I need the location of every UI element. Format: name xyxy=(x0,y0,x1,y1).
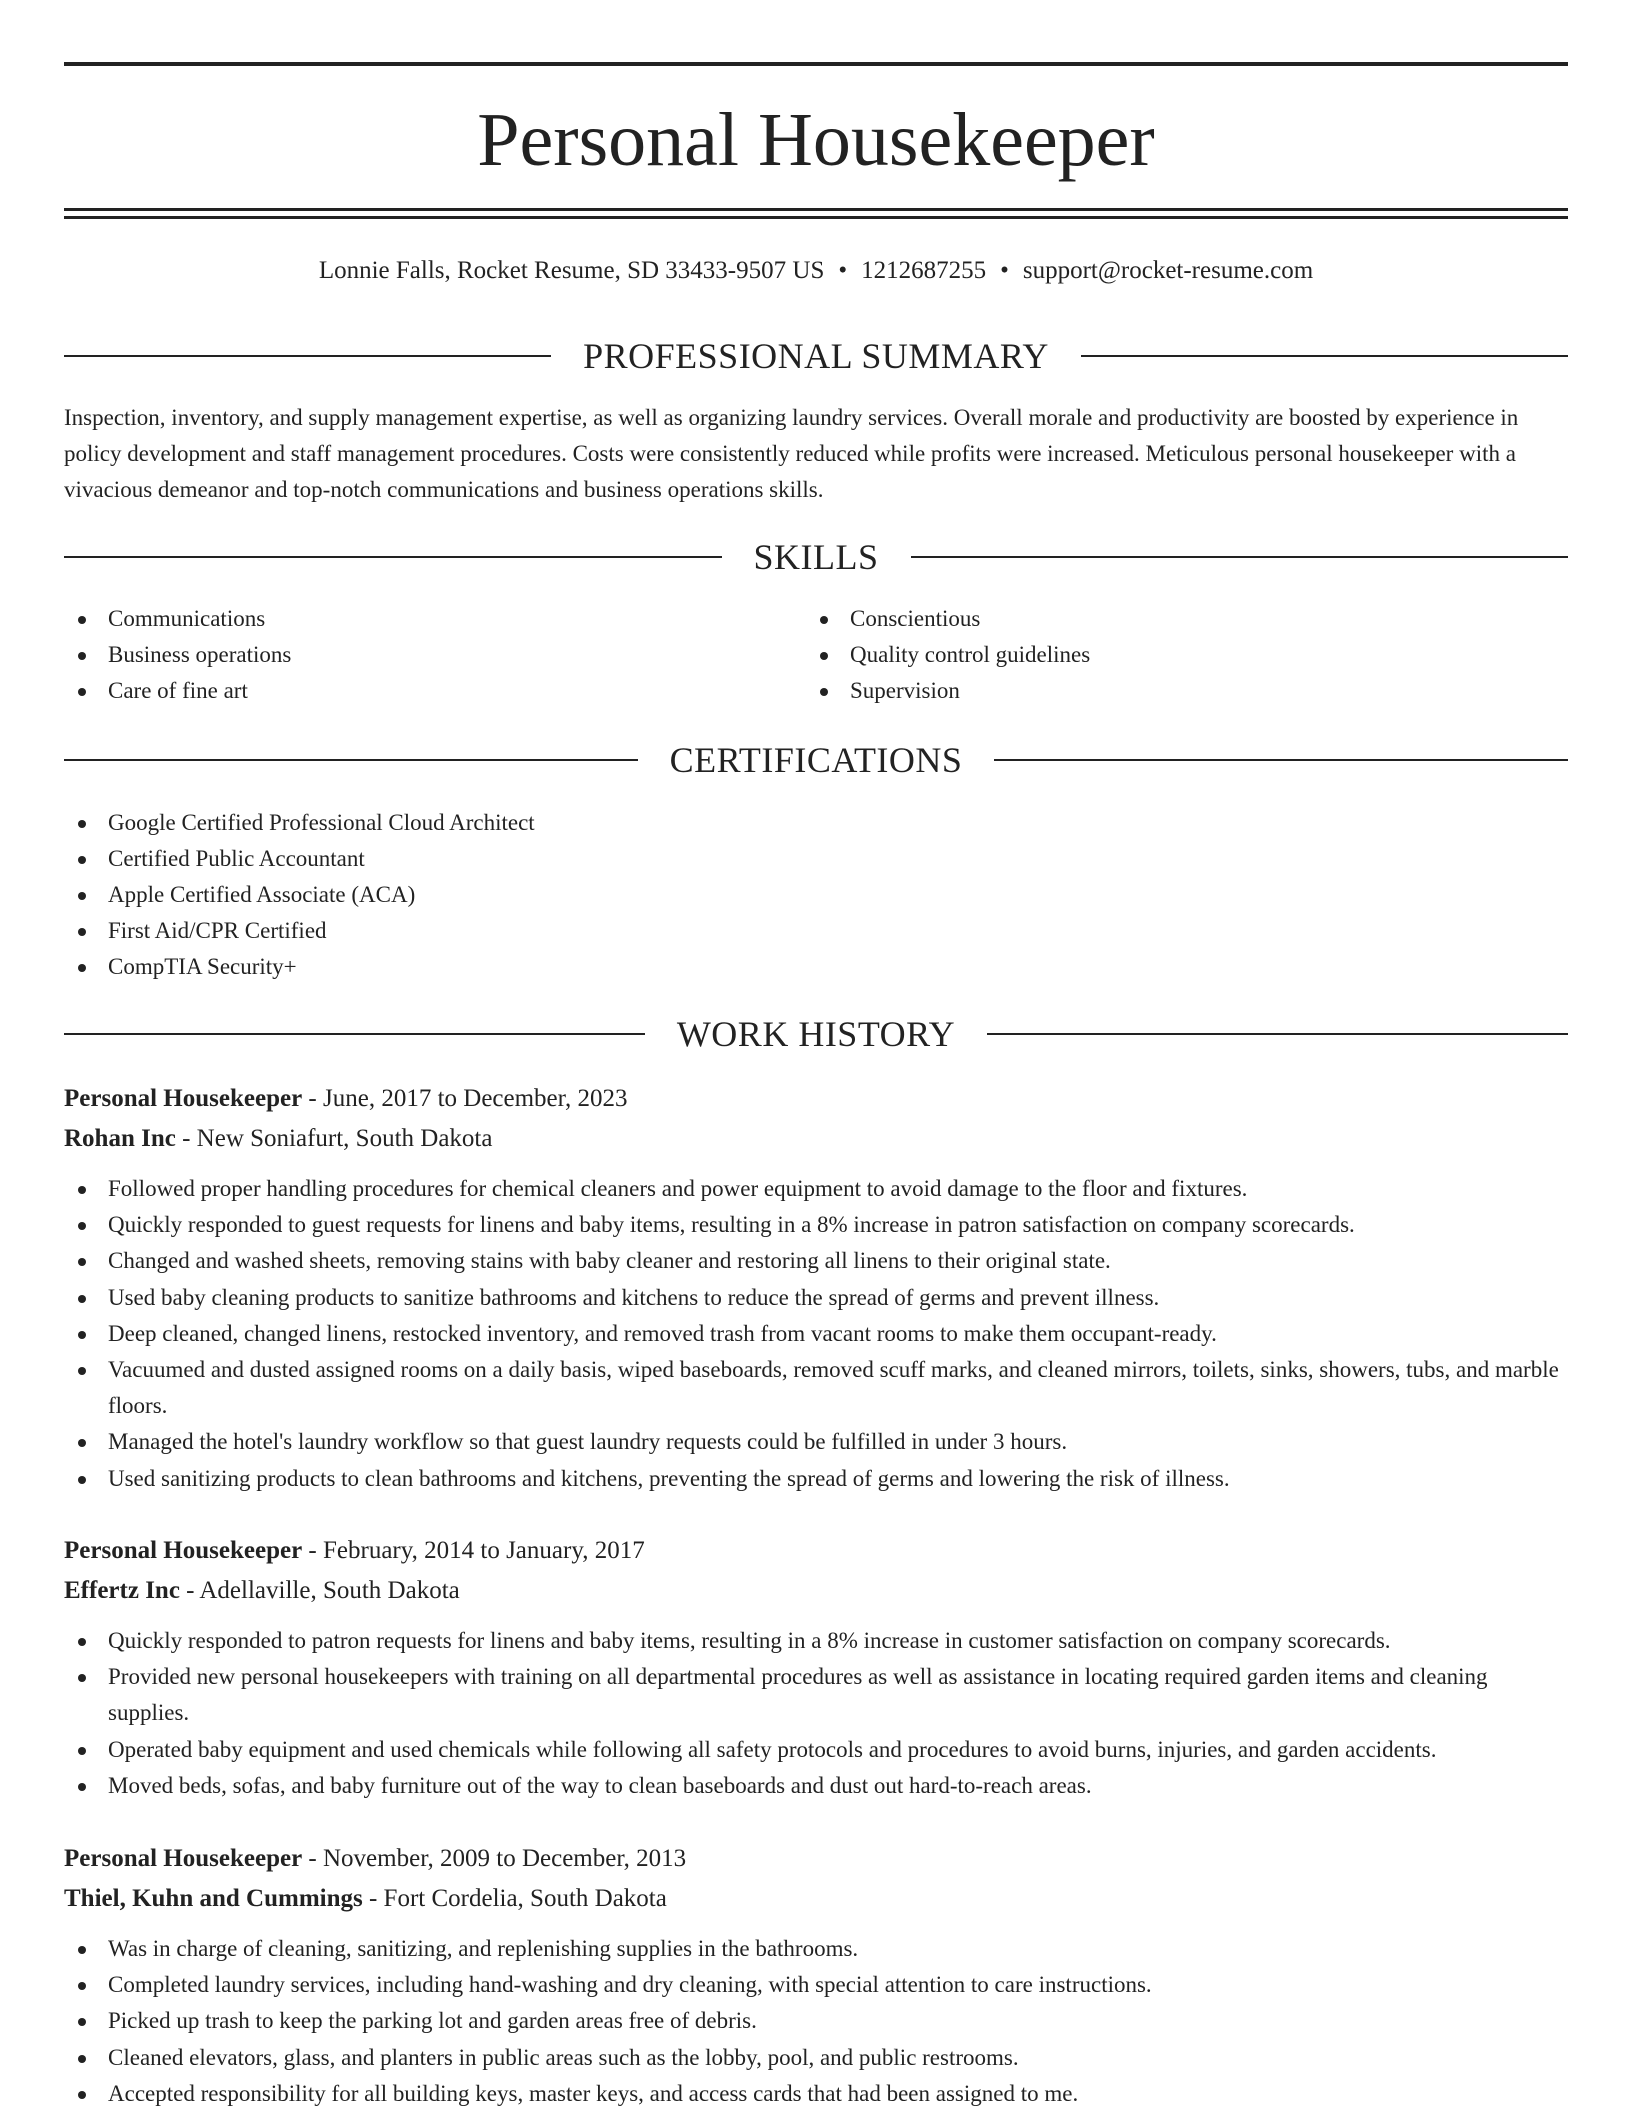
job-bullet: Provided new personal housekeepers with training on all departmental procedures as well as assistance in locating required garden items and cleaning supplies. xyxy=(64,1659,1568,1731)
bullet-icon xyxy=(78,1638,86,1646)
bullet-icon xyxy=(820,616,828,624)
job-dates: - June, 2017 to December, 2023 xyxy=(302,1085,628,1112)
job-location: - New Soniafurt, South Dakota xyxy=(175,1125,493,1152)
bullet-icon xyxy=(78,1367,86,1375)
job-bullet: Changed and washed sheets, removing stains with baby cleaner and restoring all linens to their original state. xyxy=(64,1243,1568,1279)
job-bullet: Used sanitizing products to clean bathrooms and kitchens, preventing the spread of germs and lowering the risk of illness. xyxy=(64,1461,1568,1497)
contact-line xyxy=(64,254,1568,288)
bullet-icon xyxy=(78,688,86,696)
heading-rule xyxy=(987,1033,1568,1035)
bullet-icon xyxy=(78,1258,86,1266)
job-bullets xyxy=(64,1931,1568,2112)
job-dates: - February, 2014 to January, 2017 xyxy=(302,1537,645,1564)
job-bullet: Followed proper handling procedures for chemical cleaners and power equipment to avoid damage to the floor and fixtures. xyxy=(64,1171,1568,1207)
section-heading-summary xyxy=(64,333,1568,379)
section-title: CERTIFICATIONS xyxy=(669,740,963,780)
resume-title: Personal Housekeeper xyxy=(477,98,1155,182)
certification-item: Apple Certified Associate (ACA) xyxy=(64,877,1568,913)
skills-list-left xyxy=(64,601,804,709)
certification-item: First Aid/CPR Certified xyxy=(64,913,1568,949)
bullet-icon xyxy=(78,1747,86,1755)
job-entry xyxy=(64,1839,1568,2112)
section-heading-work xyxy=(64,1011,1568,1057)
job-title-line xyxy=(64,1839,1568,1879)
job-bullet: Managed the hotel's laundry workflow so that guest laundry requests could be fulfilled in under 3 hours. xyxy=(64,1424,1568,1460)
section-title: WORK HISTORY xyxy=(676,1014,956,1054)
skill-item: Business operations xyxy=(64,637,804,673)
bullet-icon xyxy=(78,892,86,900)
job-bullet: Completed laundry services, including hand-washing and dry cleaning, with special attention to care instructions. xyxy=(64,1967,1568,2003)
job-bullet: Quickly responded to patron requests for linens and baby items, resulting in a 8% increase in customer satisfaction on company scorecards. xyxy=(64,1623,1568,1659)
bullet-icon xyxy=(78,1222,86,1230)
job-bullet: Operated baby equipment and used chemicals while following all safety protocols and procedures to avoid burns, injuries, and garden accidents. xyxy=(64,1732,1568,1768)
skills-list-right xyxy=(806,601,1546,709)
heading-rule xyxy=(64,355,551,357)
bullet-icon xyxy=(78,616,86,624)
section-heading-certifications xyxy=(64,737,1568,783)
bullet-icon xyxy=(78,1476,86,1484)
job-title-line xyxy=(64,1531,1568,1571)
job-title: Personal Housekeeper xyxy=(64,1085,303,1112)
job-bullet: Moved beds, sofas, and baby furniture out of the way to clean baseboards and dust out hard-to-reach areas. xyxy=(64,1768,1568,1804)
bullet-icon xyxy=(78,1783,86,1791)
job-entry xyxy=(64,1531,1568,1804)
header-top-rule xyxy=(64,62,1568,66)
job-dates: - November, 2009 to December, 2013 xyxy=(302,1845,687,1872)
job-bullet: Quickly responded to guest requests for linens and baby items, resulting in a 8% increase in patron satisfaction on company scorecards. xyxy=(64,1207,1568,1243)
job-bullet: Cleaned elevators, glass, and planters in public areas such as the lobby, pool, and public restrooms. xyxy=(64,2040,1568,2076)
job-bullet: Vacuumed and dusted assigned rooms on a daily basis, wiped baseboards, removed scuff marks, and cleaned mirrors, toilets, sinks, showers, tubs, and marble floors. xyxy=(64,1352,1568,1424)
job-bullet: Was in charge of cleaning, sanitizing, and replenishing supplies in the bathrooms. xyxy=(64,1931,1568,1967)
job-company-line xyxy=(64,1119,1568,1159)
job-entry xyxy=(64,1079,1568,1497)
summary-text: Inspection, inventory, and supply management expertise, as well as organizing laundry services. Overall morale and productivity are boosted by experience in policy development and staff management procedures. Costs were consistently reduced while profits were increased. Meticulous personal housekeeper with a vivacious demeanor and top-notch communications and business operations skills. xyxy=(64,405,1519,502)
job-bullet: Deep cleaned, changed linens, restocked inventory, and removed trash from vacant rooms to make them occupant-ready. xyxy=(64,1316,1568,1352)
heading-rule xyxy=(911,556,1569,558)
skill-item: Communications xyxy=(64,601,804,637)
bullet-icon xyxy=(78,1946,86,1954)
bullet-icon xyxy=(78,856,86,864)
bullet-icon xyxy=(78,1439,86,1447)
job-bullet: Picked up trash to keep the parking lot and garden areas free of debris. xyxy=(64,2003,1568,2039)
section-title: SKILLS xyxy=(753,537,879,577)
certification-item: CompTIA Security+ xyxy=(64,949,1568,985)
contact-separator: • xyxy=(1000,257,1009,284)
bullet-icon xyxy=(78,652,86,660)
section-title: PROFESSIONAL SUMMARY xyxy=(583,336,1049,376)
heading-rule xyxy=(64,759,638,761)
heading-rule xyxy=(64,1033,645,1035)
heading-rule xyxy=(64,556,722,558)
job-bullet: Accepted responsibility for all building keys, master keys, and access cards that had been assigned to me. xyxy=(64,2076,1568,2112)
job-location: - Adellaville, South Dakota xyxy=(179,1577,460,1604)
bullet-icon xyxy=(820,652,828,660)
job-company-line xyxy=(64,1571,1568,1611)
heading-rule xyxy=(994,759,1568,761)
certifications-list xyxy=(64,805,1568,985)
skill-item: Quality control guidelines xyxy=(806,637,1546,673)
bullet-icon xyxy=(78,1295,86,1303)
bullet-icon xyxy=(78,1674,86,1682)
job-title: Personal Housekeeper xyxy=(64,1845,303,1872)
skill-item: Care of fine art xyxy=(64,673,804,709)
bullet-icon xyxy=(78,2091,86,2099)
job-company: Effertz Inc xyxy=(64,1577,180,1604)
job-bullet: Used baby cleaning products to sanitize bathrooms and kitchens to reduce the spread of germs and prevent illness. xyxy=(64,1280,1568,1316)
job-title: Personal Housekeeper xyxy=(64,1537,303,1564)
job-company: Thiel, Kuhn and Cummings xyxy=(64,1885,363,1912)
bullet-icon xyxy=(78,2055,86,2063)
bullet-icon xyxy=(78,1331,86,1339)
bullet-icon xyxy=(78,1186,86,1194)
job-company: Rohan Inc xyxy=(64,1125,176,1152)
skill-item: Conscientious xyxy=(806,601,1546,637)
certification-item: Certified Public Accountant xyxy=(64,841,1568,877)
bullet-icon xyxy=(78,964,86,972)
header-bottom-rule xyxy=(64,208,1568,211)
certification-item: Google Certified Professional Cloud Architect xyxy=(64,805,1568,841)
bullet-icon xyxy=(78,928,86,936)
heading-rule xyxy=(1081,355,1568,357)
job-company-line xyxy=(64,1879,1568,1919)
bullet-icon xyxy=(820,688,828,696)
header-bottom-rule-inner xyxy=(64,216,1568,219)
job-bullets xyxy=(64,1171,1568,1497)
job-bullets xyxy=(64,1623,1568,1804)
skill-item: Supervision xyxy=(806,673,1546,709)
bullet-icon xyxy=(78,2018,86,2026)
bullet-icon xyxy=(78,1982,86,1990)
bullet-icon xyxy=(78,820,86,828)
contact-separator: • xyxy=(838,257,848,284)
job-title-line xyxy=(64,1079,1568,1119)
contact-email[interactable]: support@rocket-resume.com xyxy=(1022,257,1314,284)
contact-address: Lonnie Falls, Rocket Resume, SD 33433-9507 US xyxy=(318,257,825,284)
section-heading-skills xyxy=(64,534,1568,580)
job-location: - Fort Cordelia, South Dakota xyxy=(362,1885,667,1912)
contact-phone: 1212687255 xyxy=(861,257,987,284)
